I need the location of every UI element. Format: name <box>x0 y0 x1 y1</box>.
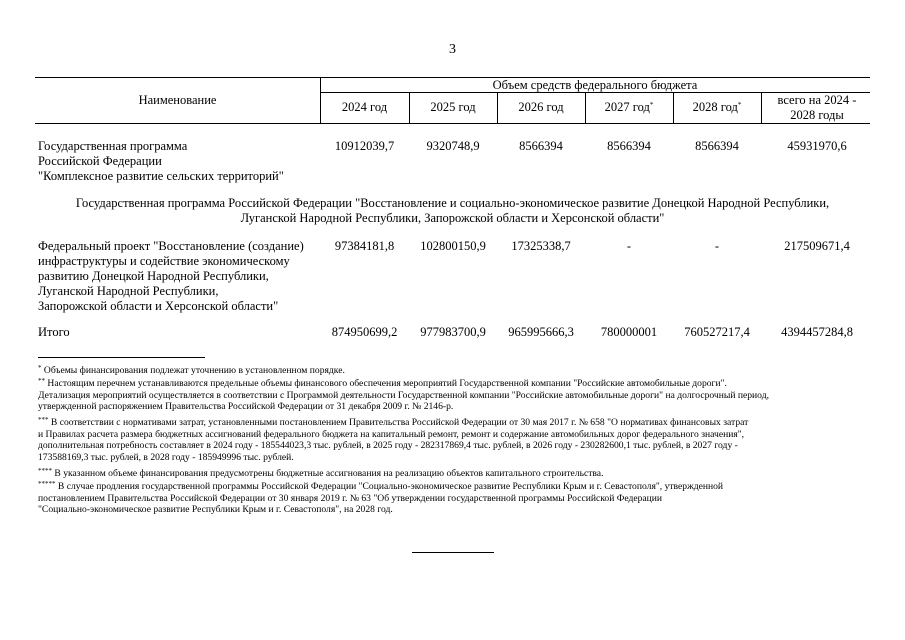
year-header-2024: 2024 год <box>341 100 388 114</box>
footnote: ** Настоящим перечнем устанавливаются предельные объемы финансового обеспечения мероприятий Государственной компании "Российские автомобильные дороги". Детализация мероприятий осуществляется в соответствии с Программой деятельности Государственной компании "Российские автомобильные дороги" на долгосрочный период, утвержденной распоряжением Правительства Российской Федерации от 31 декабря 2009 г. № 2146-р. <box>38 377 769 413</box>
year-header-2025: 2025 год <box>430 100 476 114</box>
table-cell: 9320748,9 <box>426 139 480 153</box>
table-cell: 760527217,4 <box>684 325 750 339</box>
table-cell: 8566394 <box>519 139 563 153</box>
table-cell: 8566394 <box>695 139 739 153</box>
year-header-2026: 2026 год <box>518 100 564 114</box>
table-cell: 102800150,9 <box>420 239 486 253</box>
table-cell: 780000001 <box>600 325 658 339</box>
table-row-name: Государственная программа Российской Федерации "Комплексное развитие сельских территорий" <box>38 139 284 183</box>
year-header-2027: 2027 год* <box>604 100 654 114</box>
table-cell: 45931970,6 <box>787 139 847 153</box>
table-cell: 4394457284,8 <box>781 325 853 339</box>
name-column-header: Наименование <box>138 93 217 107</box>
table-cell: 97384181,8 <box>334 239 395 253</box>
table-row-name: Федеральный проект "Восстановление (создание) инфраструктуры и содействие экономическому развитию Донецкой Народной Республики, Луганской Народной Республики, Запорожской области и Херсонской области" <box>38 239 304 313</box>
footnote: ***** В случае продления государственной программы Российской Федерации "Социально-экономическое развитие Республики Крым и г. Севастополя", утвержденной постановлением Правительства Российской Федерации от 30 января 2019 г. № 63 "Об утверждении государственной программы Российской Федерации "Социально-экономическое развитие Республики Крым и г. Севастополя", на 2028 год. <box>38 480 724 516</box>
table-cell: 977983700,9 <box>420 325 486 339</box>
table-cell: 217509671,4 <box>784 239 850 253</box>
table-cell: - <box>714 239 720 253</box>
table-cell: 874950699,2 <box>331 325 398 339</box>
end-rule <box>412 552 494 553</box>
total-header: всего на 2024 - 2028 годы <box>777 93 857 122</box>
table-cell: 10912039,7 <box>334 139 395 153</box>
table-row-name: Итого <box>38 325 70 339</box>
footnote: * Объемы финансирования подлежат уточнению в установленном порядке. <box>38 364 345 376</box>
footnote: **** В указанном объеме финансирования предусмотрены бюджетные ассигнования на реализацию объектов капитального строительства. <box>38 467 604 479</box>
page-number: 3 <box>449 42 456 57</box>
year-header-2028: 2028 год* <box>692 100 742 114</box>
footnote-separator <box>38 357 205 358</box>
footnote: *** В соответствии с нормативами затрат, установленными постановлением Правительства Российской Федерации от 30 мая 2017 г. № 658 "О нормативах финансовых затрат и Правилах расчета размера бюджетных ассигнований федерального бюджета на капитальный ремонт, ремонт и содержание автомобильных дорог федерального значения", дополнительная потребность составляет в 2024 году - 185544023,3 тыс. рублей, в 2025 году - 282317869,4 тыс. рублей, в 2026 году - 230282600,1 тыс. рублей, в 2027 году - 173588169,3 тыс. рублей, в 2028 году - 185949996 тыс. рублей. <box>38 416 749 463</box>
table-cell: - <box>626 239 632 253</box>
budget-column-header: Объем средств федерального бюджета <box>492 78 698 92</box>
section-heading: Государственная программа Российской Федерации "Восстановление и социально-экономическое развитие Донецкой Народной Республики, Луганской Народной Республики, Запорожской области и Херсонской области" <box>75 196 830 225</box>
table-cell: 8566394 <box>607 139 651 153</box>
header-divider <box>761 92 762 123</box>
table-cell: 17325338,7 <box>511 239 571 253</box>
table-cell: 965995666,3 <box>508 325 574 339</box>
table-header-bottom-rule <box>35 123 870 124</box>
